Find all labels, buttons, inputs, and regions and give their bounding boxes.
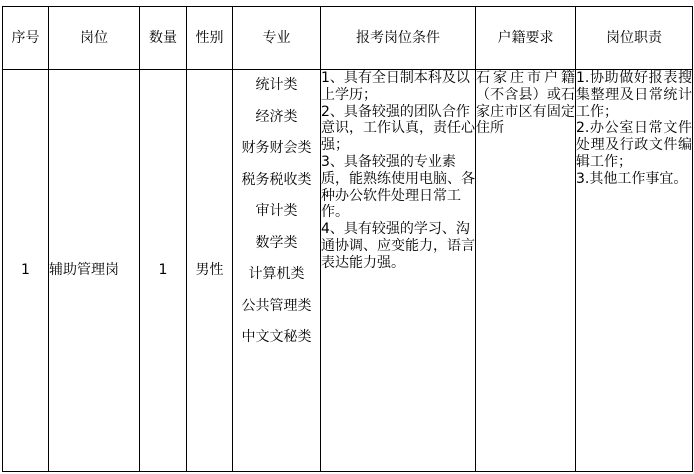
duty-item: 2.办公室日常文件处理及行政文件编辑工作； [576, 120, 692, 170]
major-item: 税务税收类 [241, 171, 312, 188]
header-hukou: 户籍要求 [476, 7, 576, 70]
condition-item: 4、具有较强的学习、沟通协调、应变能力，语言表达能力强。 [321, 221, 475, 271]
header-post: 岗位 [49, 7, 140, 70]
major-item: 审计类 [255, 203, 298, 219]
header-major: 专业 [233, 7, 321, 70]
job-table [2, 6, 693, 472]
duty-item: 1.协助做好报表搜集整理及日常统计工作； [576, 70, 692, 120]
header-conditions: 报考岗位条件 [321, 7, 476, 70]
header-gender: 性别 [187, 7, 233, 70]
major-item: 数学类 [255, 234, 298, 251]
condition-item: 2、具备较强的团队合作意识，工作认真，责任心强； [321, 103, 475, 154]
header-duties: 岗位职责 [576, 7, 693, 70]
header-no: 序号 [3, 7, 49, 70]
major-item: 财务财会类 [241, 140, 312, 156]
cell-gender: 男性 [187, 70, 233, 472]
cell-duties [576, 70, 693, 472]
condition-item: 1、具有全日制本科及以上学历； [321, 70, 470, 103]
table-row [3, 70, 693, 472]
major-item: 计算机类 [248, 266, 305, 282]
cell-post: 辅助管理岗 [49, 70, 140, 472]
cell-majors [233, 70, 321, 472]
cell-no: 1 [3, 70, 49, 472]
major-item: 经济类 [255, 108, 298, 125]
major-item: 公共管理类 [241, 297, 312, 314]
condition-item: 3、具备较强的专业素质，能熟练使用电脑、各种办公软件处理日常工作。 [321, 153, 475, 221]
cell-hukou: 石家庄市户籍（不含县）或石家庄市区有固定住所 [476, 70, 576, 472]
cell-count: 1 [140, 70, 187, 472]
major-item: 中文文秘类 [241, 329, 312, 345]
major-item: 统计类 [255, 77, 298, 93]
duty-item: 3.其他工作事宜。 [576, 170, 688, 187]
header-count: 数量 [140, 7, 187, 70]
header-row [3, 7, 693, 70]
cell-conditions [321, 70, 476, 472]
